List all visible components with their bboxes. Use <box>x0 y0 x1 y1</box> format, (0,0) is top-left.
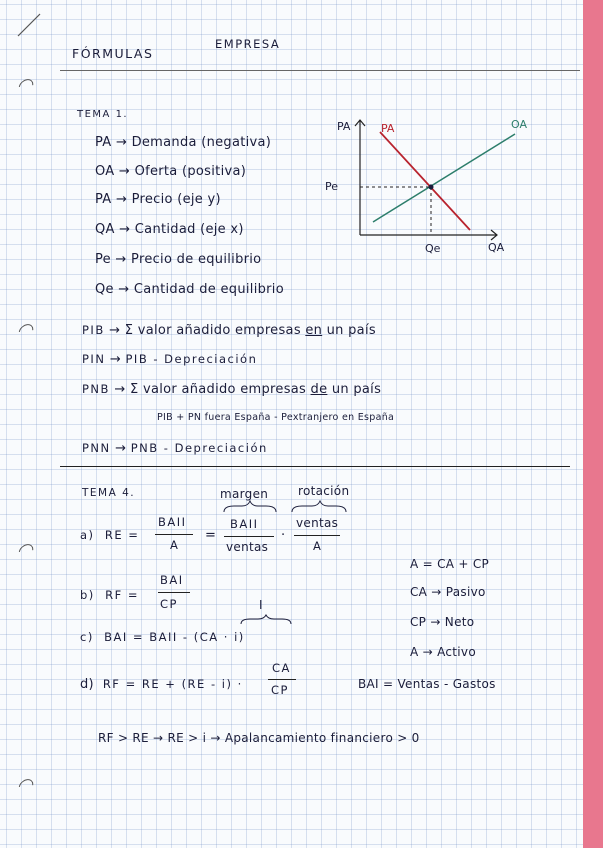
frac-bar <box>268 679 296 680</box>
frac-bar <box>158 592 190 593</box>
side-note: A = CA + CP <box>410 557 490 571</box>
symbol: PA <box>95 135 112 150</box>
pe-label: Pe <box>325 180 339 193</box>
section-title: TEMA 4. <box>82 487 136 499</box>
frac-den: A <box>313 539 323 553</box>
side-note: CP → Neto <box>410 615 475 629</box>
side-note: CA → Pasivo <box>410 585 486 599</box>
page-title: FÓRMULAS <box>72 46 154 61</box>
margen-label: margen <box>220 487 269 501</box>
header-divider <box>60 70 580 71</box>
lhs: RF = RE + (RE - i) · <box>102 677 243 691</box>
supply-label: OA <box>511 118 527 131</box>
frac-num: ventas <box>296 516 339 530</box>
macro-lhs: PIB <box>82 323 105 337</box>
definition-item: PA → Precio (eje y) <box>95 192 221 207</box>
binder-hole <box>16 541 36 560</box>
symbol: PA <box>95 192 112 207</box>
symbol: Pe <box>95 252 111 267</box>
pen-mark <box>14 10 44 40</box>
macro-line-pnn: PNN → PNB - Depreciación <box>82 441 268 456</box>
subject-title: EMPRESA <box>215 37 281 51</box>
frac-den: CP <box>160 597 178 611</box>
brace-marks <box>220 500 360 514</box>
frac-num: BAII <box>230 517 259 531</box>
binder-hole <box>16 321 36 340</box>
definition-text: Precio de equilibrio <box>131 252 262 267</box>
formula-b-tag <box>80 588 139 602</box>
binder-hole <box>16 776 36 795</box>
definition-text: Cantidad de equilibrio <box>133 282 284 297</box>
formula-text: BAI = BAII - (CA · i) <box>104 630 245 644</box>
frac-num: CA <box>272 661 291 675</box>
formula-a-tag <box>80 528 139 542</box>
symbol: OA <box>95 164 115 179</box>
supply-demand-graph <box>325 112 540 257</box>
dot: · <box>281 528 286 543</box>
demand-curve <box>380 132 470 230</box>
macro-lhs: PNB <box>82 382 110 396</box>
conclusion-line: RF > RE → RE > i → Apalancamiento financiero > 0 <box>98 731 420 745</box>
frac-den: ventas <box>226 540 269 554</box>
definition-item: PA → Demanda (negativa) <box>95 135 272 150</box>
definition-item: OA → Oferta (positiva) <box>95 164 247 179</box>
tag: b) <box>80 588 95 602</box>
formula-d <box>80 677 243 692</box>
rotacion-label: rotación <box>298 484 350 498</box>
macro-lhs: PNN <box>82 441 111 455</box>
macro-text: PNB - Depreciación <box>130 441 268 455</box>
macro-emphasis: de <box>310 382 328 397</box>
section-divider <box>60 466 570 467</box>
frac-bar <box>224 536 274 537</box>
macro-text: PIB - Depreciación <box>125 352 258 366</box>
definition-item: QA → Cantidad (eje x) <box>95 222 244 237</box>
frac-bar <box>294 535 340 536</box>
pnb-note: PIB + PN fuera España - Pextranjero en España <box>157 412 395 423</box>
notebook-margin <box>583 0 603 848</box>
macro-lhs: PIN <box>82 352 106 366</box>
frac-bar <box>155 534 193 535</box>
bai-note: BAI = Ventas - Gastos <box>358 677 496 691</box>
macro-text: un país <box>326 323 376 338</box>
symbol: Qe <box>95 282 114 297</box>
x-axis-label: QA <box>488 241 505 254</box>
symbol: QA <box>95 222 115 237</box>
frac-num: BAII <box>158 515 187 529</box>
definition-text: Oferta (positiva) <box>134 164 247 179</box>
lhs: RE = <box>104 528 140 542</box>
definition-text: Precio (eje y) <box>131 192 221 207</box>
macro-line-pin: PIN → PIB - Depreciación <box>82 352 258 367</box>
frac-num: BAI <box>160 573 184 587</box>
macro-text: Σ valor añadido empresas <box>130 382 307 397</box>
macro-text: un país <box>331 382 382 397</box>
definition-text: Demanda (negativa) <box>131 135 272 150</box>
frac-den: CP <box>271 683 289 697</box>
macro-text: Σ valor añadido empresas <box>124 323 301 338</box>
lhs: RF = <box>105 588 140 602</box>
definition-item: Pe → Precio de equilibrio <box>95 252 262 267</box>
qe-label: Qe <box>425 242 441 255</box>
binder-hole <box>16 76 36 95</box>
side-note: A → Activo <box>410 645 476 659</box>
brace-mark <box>238 614 298 626</box>
macro-line-pib: PIB → Σ valor añadido empresas en un país <box>82 323 376 338</box>
definition-item: Qe → Cantidad de equilibrio <box>95 282 284 297</box>
demand-label: PA <box>381 122 395 135</box>
macro-emphasis: en <box>305 323 323 338</box>
macro-line-pnb: PNB → Σ valor añadido empresas de un país <box>82 382 382 397</box>
i-label: I <box>259 598 263 612</box>
tag: c) <box>80 630 94 644</box>
section-title: TEMA 1. <box>77 109 129 120</box>
tag: a) <box>80 528 95 542</box>
equilibrium-point <box>429 185 434 190</box>
tag: d) <box>80 677 94 692</box>
equals: = <box>205 528 217 543</box>
definition-text: Cantidad (eje x) <box>134 222 244 237</box>
y-axis-label: PA <box>337 120 351 133</box>
formula-c <box>80 630 245 644</box>
frac-den: A <box>170 538 180 552</box>
